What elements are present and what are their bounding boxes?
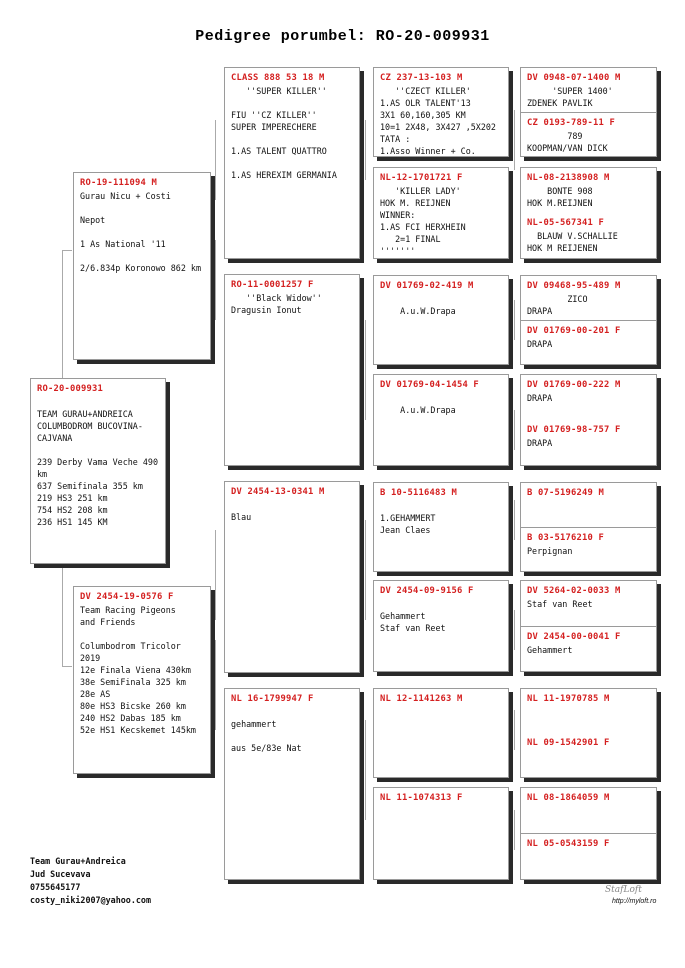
ring-number: DV 2454-09-9156 F bbox=[380, 586, 474, 596]
dam-ring-number: DV 2454-19-0576 F bbox=[80, 592, 174, 602]
subject-card bbox=[30, 378, 166, 564]
ancestor-pair-card: B 07-5196249 M B 03-5176210 F Perpignan bbox=[520, 482, 657, 572]
connector-line bbox=[62, 566, 63, 666]
ring-number: NL 09-1542901 F bbox=[527, 738, 610, 748]
signature-logo: StafLoft bbox=[605, 885, 642, 895]
ring-number: RO-11-0001257 F bbox=[231, 280, 314, 290]
connector-line bbox=[215, 240, 216, 320]
connector-line bbox=[514, 500, 515, 540]
site-url-link[interactable]: http://myloft.ro bbox=[612, 898, 657, 905]
ring-number: DV 01769-00-222 M bbox=[527, 380, 621, 390]
ancestor-pair-card: DV 01769-00-222 M DRAPA DV 01769-98-757 F DRAPA bbox=[520, 374, 657, 466]
subject-details: TEAM GURAU+ANDREICA COLUMBODROM BUCOVINA- CAJVANA 239 Derby Vama Veche 490 km 637 Semifinala 355 km 219 HS3 251 km 754 HS2 208 km 236 HS1 145 KM bbox=[37, 409, 159, 527]
ancestor-pair-card: NL-08-2138908 M BONTE 908 HOK M.REIJNEN NL-05-567341 F BLAUW V.SCHALLIE HOK M REIJENEN bbox=[520, 167, 657, 259]
granddam-dam-card: NL 16-1799947 F gehammert aus 5e/83e Nat bbox=[224, 688, 360, 880]
ring-number: CLASS 888 53 18 M bbox=[231, 73, 325, 83]
ring-number: CZ 237-13-103 M bbox=[380, 73, 463, 83]
connector-line bbox=[215, 120, 216, 200]
ancestor-card: B 10-5116483 M 1.GEHAMMERT Jean Claes bbox=[373, 482, 509, 572]
ancestor-pair-card bbox=[520, 787, 657, 880]
connector-line bbox=[365, 320, 366, 420]
connector-line bbox=[514, 710, 515, 750]
connector-line bbox=[514, 110, 515, 170]
breeder-team: Team Gurau+Andreica bbox=[30, 856, 126, 866]
sire-ring-number: RO-19-111094 M bbox=[80, 178, 157, 188]
connector-line bbox=[365, 720, 366, 820]
connector-line bbox=[365, 120, 366, 180]
connector-line bbox=[62, 250, 72, 251]
connector-line bbox=[514, 810, 515, 850]
ring-number: DV 01769-04-1454 F bbox=[380, 380, 479, 390]
connector-line bbox=[365, 520, 366, 620]
ring-number: NL 05-0543159 F bbox=[527, 839, 610, 849]
ring-number: NL 08-1864059 M bbox=[527, 793, 610, 803]
ancestor-card bbox=[373, 787, 509, 880]
grandsire-dam-card: DV 2454-13-0341 M Blau bbox=[224, 481, 360, 673]
breeder-contact bbox=[30, 855, 151, 907]
ring-number: DV 5264-02-0033 M bbox=[527, 586, 621, 596]
connector-line bbox=[215, 530, 216, 620]
ancestor-card: DV 01769-02-419 M A.u.W.Drapa bbox=[373, 275, 509, 365]
dam-card: DV 2454-19-0576 F Team Racing Pigeons and Friends Columbodrom Tricolor 2019 12e Finala Viena 430km 38e SemiFinala 325 km 28e AS 80e HS3 Bicske 260 km 240 HS2 Dabas 185 km 52e HS1 Kecskemet 145km bbox=[73, 586, 211, 774]
ancestor-card bbox=[373, 688, 509, 778]
ring-number: B 03-5176210 F bbox=[527, 533, 604, 543]
page-title: Pedigree porumbel: RO-20-009931 bbox=[195, 28, 490, 45]
ancestor-card: NL-12-1701721 F 'KILLER LADY' HOK M. REIJNEN WINNER: 1.AS FCI HERXHEIN 2=1 FINAL ''''''' bbox=[373, 167, 509, 259]
ancestor-pair-card bbox=[520, 688, 657, 778]
ring-number: DV 2454-13-0341 M bbox=[231, 487, 325, 497]
ring-number: B 10-5116483 M bbox=[380, 488, 457, 498]
ring-number: DV 0948-07-1400 M bbox=[527, 73, 621, 83]
ring-number: DV 01769-00-201 F bbox=[527, 326, 621, 336]
connector-line bbox=[62, 250, 63, 382]
ring-number: NL 11-1074313 F bbox=[380, 793, 463, 803]
connector-line bbox=[215, 640, 216, 730]
ancestor-card: DV 2454-09-9156 F Gehammert Staf van Reet bbox=[373, 580, 509, 672]
ring-number: CZ 0193-789-11 F bbox=[527, 118, 615, 128]
ring-number: DV 09468-95-489 M bbox=[527, 281, 621, 291]
ring-number: NL 12-1141263 M bbox=[380, 694, 463, 704]
ring-number: DV 01769-02-419 M bbox=[380, 281, 474, 291]
breeder-email[interactable]: costy_niki2007@yahoo.com bbox=[30, 895, 152, 905]
ancestor-pair-card: DV 0948-07-1400 M 'SUPER 1400' ZDENEK PAVLIK CZ 0193-789-11 F 789 KOOPMAN/VAN DICK bbox=[520, 67, 657, 157]
ring-number: B 07-5196249 M bbox=[527, 488, 604, 498]
ancestor-pair-card: DV 09468-95-489 M ZICO DRAPA DV 01769-00-201 F DRAPA bbox=[520, 275, 657, 365]
ring-number: NL-05-567341 F bbox=[527, 218, 604, 228]
ring-number: NL 11-1970785 M bbox=[527, 694, 610, 704]
sire-card: RO-19-111094 M Gurau Nicu + Costi Nepot 1 As National '11 2/6.834p Koronowo 862 km bbox=[73, 172, 211, 360]
grandsire-sire-card: CLASS 888 53 18 M ''SUPER KILLER'' FIU ''CZ KILLER'' SUPER IMPERECHERE 1.AS TALENT QUATTRO 1.AS HEREXIM GERMANIA bbox=[224, 67, 360, 259]
ring-number: DV 01769-98-757 F bbox=[527, 425, 621, 435]
granddam-sire-card: RO-11-0001257 F ''Black Widow'' Dragusin Ionut bbox=[224, 274, 360, 466]
ancestor-card: DV 01769-04-1454 F A.u.W.Drapa bbox=[373, 374, 509, 466]
ring-number: DV 2454-00-0041 F bbox=[527, 632, 621, 642]
connector-line bbox=[62, 666, 72, 667]
breeder-phone: 0755645177 bbox=[30, 882, 81, 892]
ring-number: NL-12-1701721 F bbox=[380, 173, 463, 183]
ancestor-card: CZ 237-13-103 M ''CZECT KILLER' 1.AS OLR TALENT'13 3X1 60,160,305 KM 10=1 2X48, 3X427 ,5X202 TATA : 1.Asso Winner + Co. bbox=[373, 67, 509, 157]
connector-line bbox=[514, 610, 515, 650]
breeder-county: Jud Sucevava bbox=[30, 869, 91, 879]
ring-number: NL 16-1799947 F bbox=[231, 694, 314, 704]
ring-number: NL-08-2138908 M bbox=[527, 173, 610, 183]
ancestor-pair-card: DV 5264-02-0033 M Staf van Reet DV 2454-00-0041 F Gehammert bbox=[520, 580, 657, 672]
connector-line bbox=[514, 300, 515, 340]
connector-line bbox=[514, 410, 515, 450]
subject-ring-number: RO-20-009931 bbox=[37, 384, 103, 394]
